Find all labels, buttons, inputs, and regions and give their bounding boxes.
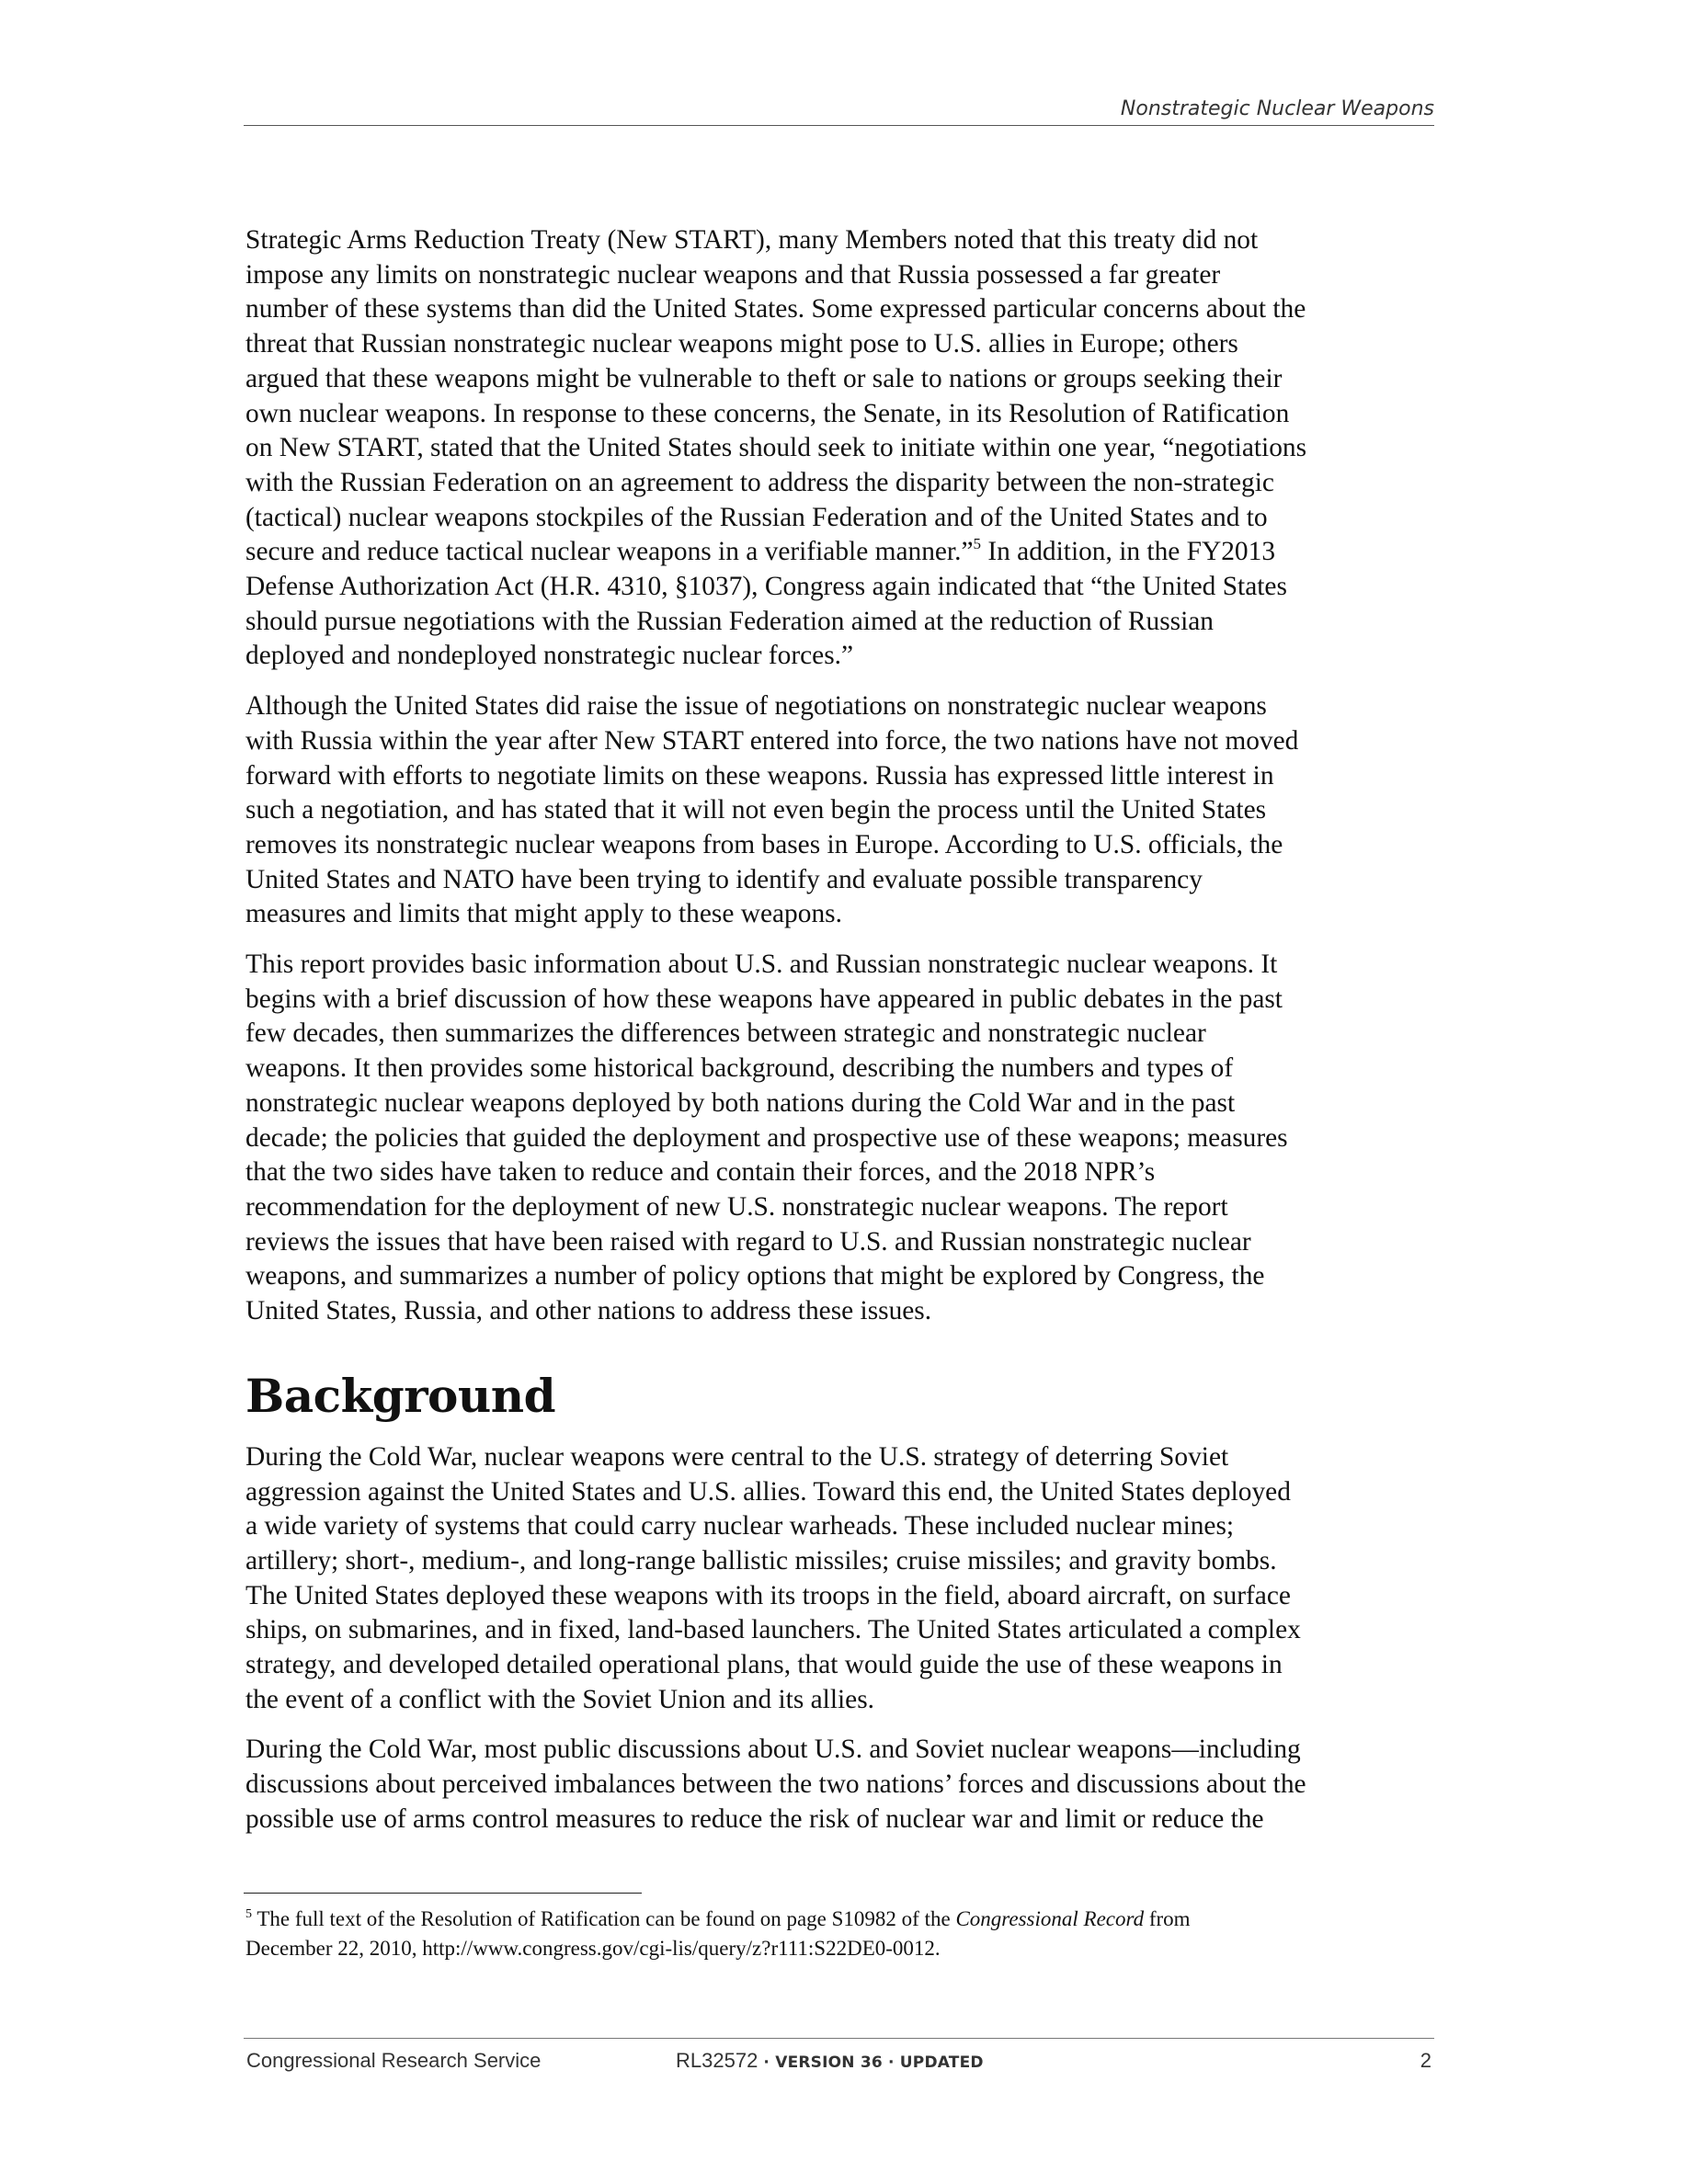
- body-text: [245, 223, 1436, 1853]
- line: argued that these weapons might be vulnerable to theft or sale to nations or groups seeking their: [245, 363, 1283, 393]
- line: strategy, and developed detailed operational plans, that would guide the use of these weapons in: [245, 1650, 1283, 1680]
- line: such a negotiation, and has stated that it will not even begin the process until the United States: [245, 795, 1267, 825]
- paragraph-1: [245, 223, 1436, 674]
- line: artillery; short-, medium-, and long-range ballistic missiles; cruise missiles; and gravity bombs.: [245, 1545, 1277, 1575]
- footnote-text: The full text of the Resolution of Ratification can be found on page S10982 of the: [252, 1907, 956, 1930]
- page-number: 2: [1420, 2049, 1431, 2072]
- line: removes its nonstrategic nuclear weapons from bases in Europe. According to U.S. officials, the: [245, 829, 1283, 859]
- running-header: [244, 97, 1434, 126]
- footnote-number: 5: [245, 1907, 252, 1921]
- line: number of these systems than did the United States. Some expressed particular concerns about the: [245, 294, 1306, 324]
- paragraph-2: [245, 689, 1436, 932]
- line: own nuclear weapons. In response to these concerns, the Senate, in its Resolution of Ratification: [245, 398, 1290, 428]
- background-paragraph-1: [245, 1440, 1436, 1718]
- footnote-reference[interactable]: 5: [973, 535, 981, 553]
- section-heading: Background: [245, 1368, 556, 1423]
- footnote-italic: Congressional Record: [955, 1907, 1145, 1930]
- footer-report-id: [676, 2049, 984, 2073]
- line: secure and reduce tactical nuclear weapons in a verifiable manner.”: [245, 537, 974, 567]
- line: discussions about perceived imbalances between the two nations’ forces and discussions about the: [245, 1769, 1306, 1800]
- line: Strategic Arms Reduction Treaty (New START), many Members noted that this treaty did not: [245, 225, 1259, 255]
- line: a wide variety of systems that could carry nuclear warheads. These included nuclear mines;: [245, 1511, 1235, 1541]
- line: that the two sides have taken to reduce and contain their forces, and the 2018 NPR’s: [245, 1157, 1156, 1188]
- line: United States, Russia, and other nations to address these issues.: [245, 1296, 932, 1326]
- line: Although the United States did raise the issue of negotiations on nonstrategic nuclear weapons: [245, 691, 1267, 722]
- line: possible use of arms control measures to reduce the risk of nuclear war and limit or reduce the: [245, 1803, 1264, 1834]
- line: with the Russian Federation on an agreement to address the disparity between the non-strategic: [245, 467, 1274, 497]
- report-id: RL32572: [676, 2049, 758, 2072]
- paragraph-3: [245, 948, 1436, 1329]
- line: the event of a conflict with the Soviet Union and its allies.: [245, 1684, 874, 1714]
- line: with Russia within the year after New START entered into force, the two nations have not moved: [245, 725, 1299, 756]
- line: few decades, then summarizes the differences between strategic and nonstrategic nuclear: [245, 1018, 1206, 1049]
- line: The United States deployed these weapons with its troops in the field, aboard aircraft, on surface: [245, 1580, 1291, 1610]
- line: ships, on submarines, and in fixed, land-based launchers. The United States articulated a complex: [245, 1615, 1301, 1645]
- line: on New START, stated that the United States should seek to initiate within one year, “negotiations: [245, 433, 1307, 463]
- line: weapons. It then provides some historical background, describing the numbers and types of: [245, 1053, 1234, 1084]
- running-title: Nonstrategic Nuclear Weapons: [1120, 97, 1434, 120]
- line: (tactical) nuclear weapons stockpiles of the Russian Federation and of the United States and to: [245, 502, 1268, 532]
- line: should pursue negotiations with the Russian Federation aimed at the reduction of Russian: [245, 606, 1214, 636]
- line: recommendation for the deployment of new U.S. nonstrategic nuclear weapons. The report: [245, 1191, 1228, 1222]
- line: decade; the policies that guided the deployment and prospective use of these weapons; measures: [245, 1122, 1288, 1153]
- line: deployed and nondeployed nonstrategic nuclear forces.”: [245, 641, 854, 671]
- line: aggression against the United States and U.S. allies. Toward this end, the United States deployed: [245, 1476, 1291, 1507]
- footnote-text: from: [1144, 1907, 1191, 1930]
- footnote: [245, 1905, 1436, 1963]
- line: During the Cold War, nuclear weapons were central to the U.S. strategy of deterring Soviet: [245, 1441, 1229, 1472]
- line: During the Cold War, most public discussions about U.S. and Soviet nuclear weapons—including: [245, 1735, 1301, 1765]
- line: begins with a brief discussion of how these weapons have appeared in public debates in the past: [245, 984, 1283, 1014]
- line: Defense Authorization Act (H.R. 4310, §1037), Congress again indicated that “the United States: [245, 572, 1287, 602]
- line: measures and limits that might apply to these weapons.: [245, 899, 842, 929]
- line: This report provides basic information about U.S. and Russian nonstrategic nuclear weapons. It: [245, 950, 1278, 980]
- line: forward with efforts to negotiate limits on these weapons. Russia has expressed little interest in: [245, 760, 1274, 791]
- line: reviews the issues that have been raised with regard to U.S. and Russian nonstrategic nuclear: [245, 1226, 1251, 1257]
- line: nonstrategic nuclear weapons deployed by both nations during the Cold War and in the past: [245, 1087, 1236, 1118]
- page-footer: [244, 2038, 1434, 2074]
- footer-organization: Congressional Research Service: [246, 2049, 542, 2072]
- line: In addition, in the FY2013: [981, 537, 1276, 567]
- line: threat that Russian nonstrategic nuclear weapons might pose to U.S. allies in Europe; others: [245, 329, 1238, 359]
- line: weapons, and summarizes a number of policy options that might be explored by Congress, the: [245, 1261, 1265, 1291]
- line: United States and NATO have been trying to identify and evaluate possible transparency: [245, 864, 1203, 894]
- report-version: · VERSION 36 · UPDATED: [758, 2053, 984, 2072]
- footnote-line-2[interactable]: December 22, 2010, http://www.congress.gov/cgi-lis/query/z?r111:S22DE0-0012.: [245, 1937, 941, 1960]
- background-paragraph-2: [245, 1733, 1436, 1837]
- footnote-separator: [244, 1893, 642, 1894]
- line: impose any limits on nonstrategic nuclear weapons and that Russia possessed a far greater: [245, 259, 1221, 290]
